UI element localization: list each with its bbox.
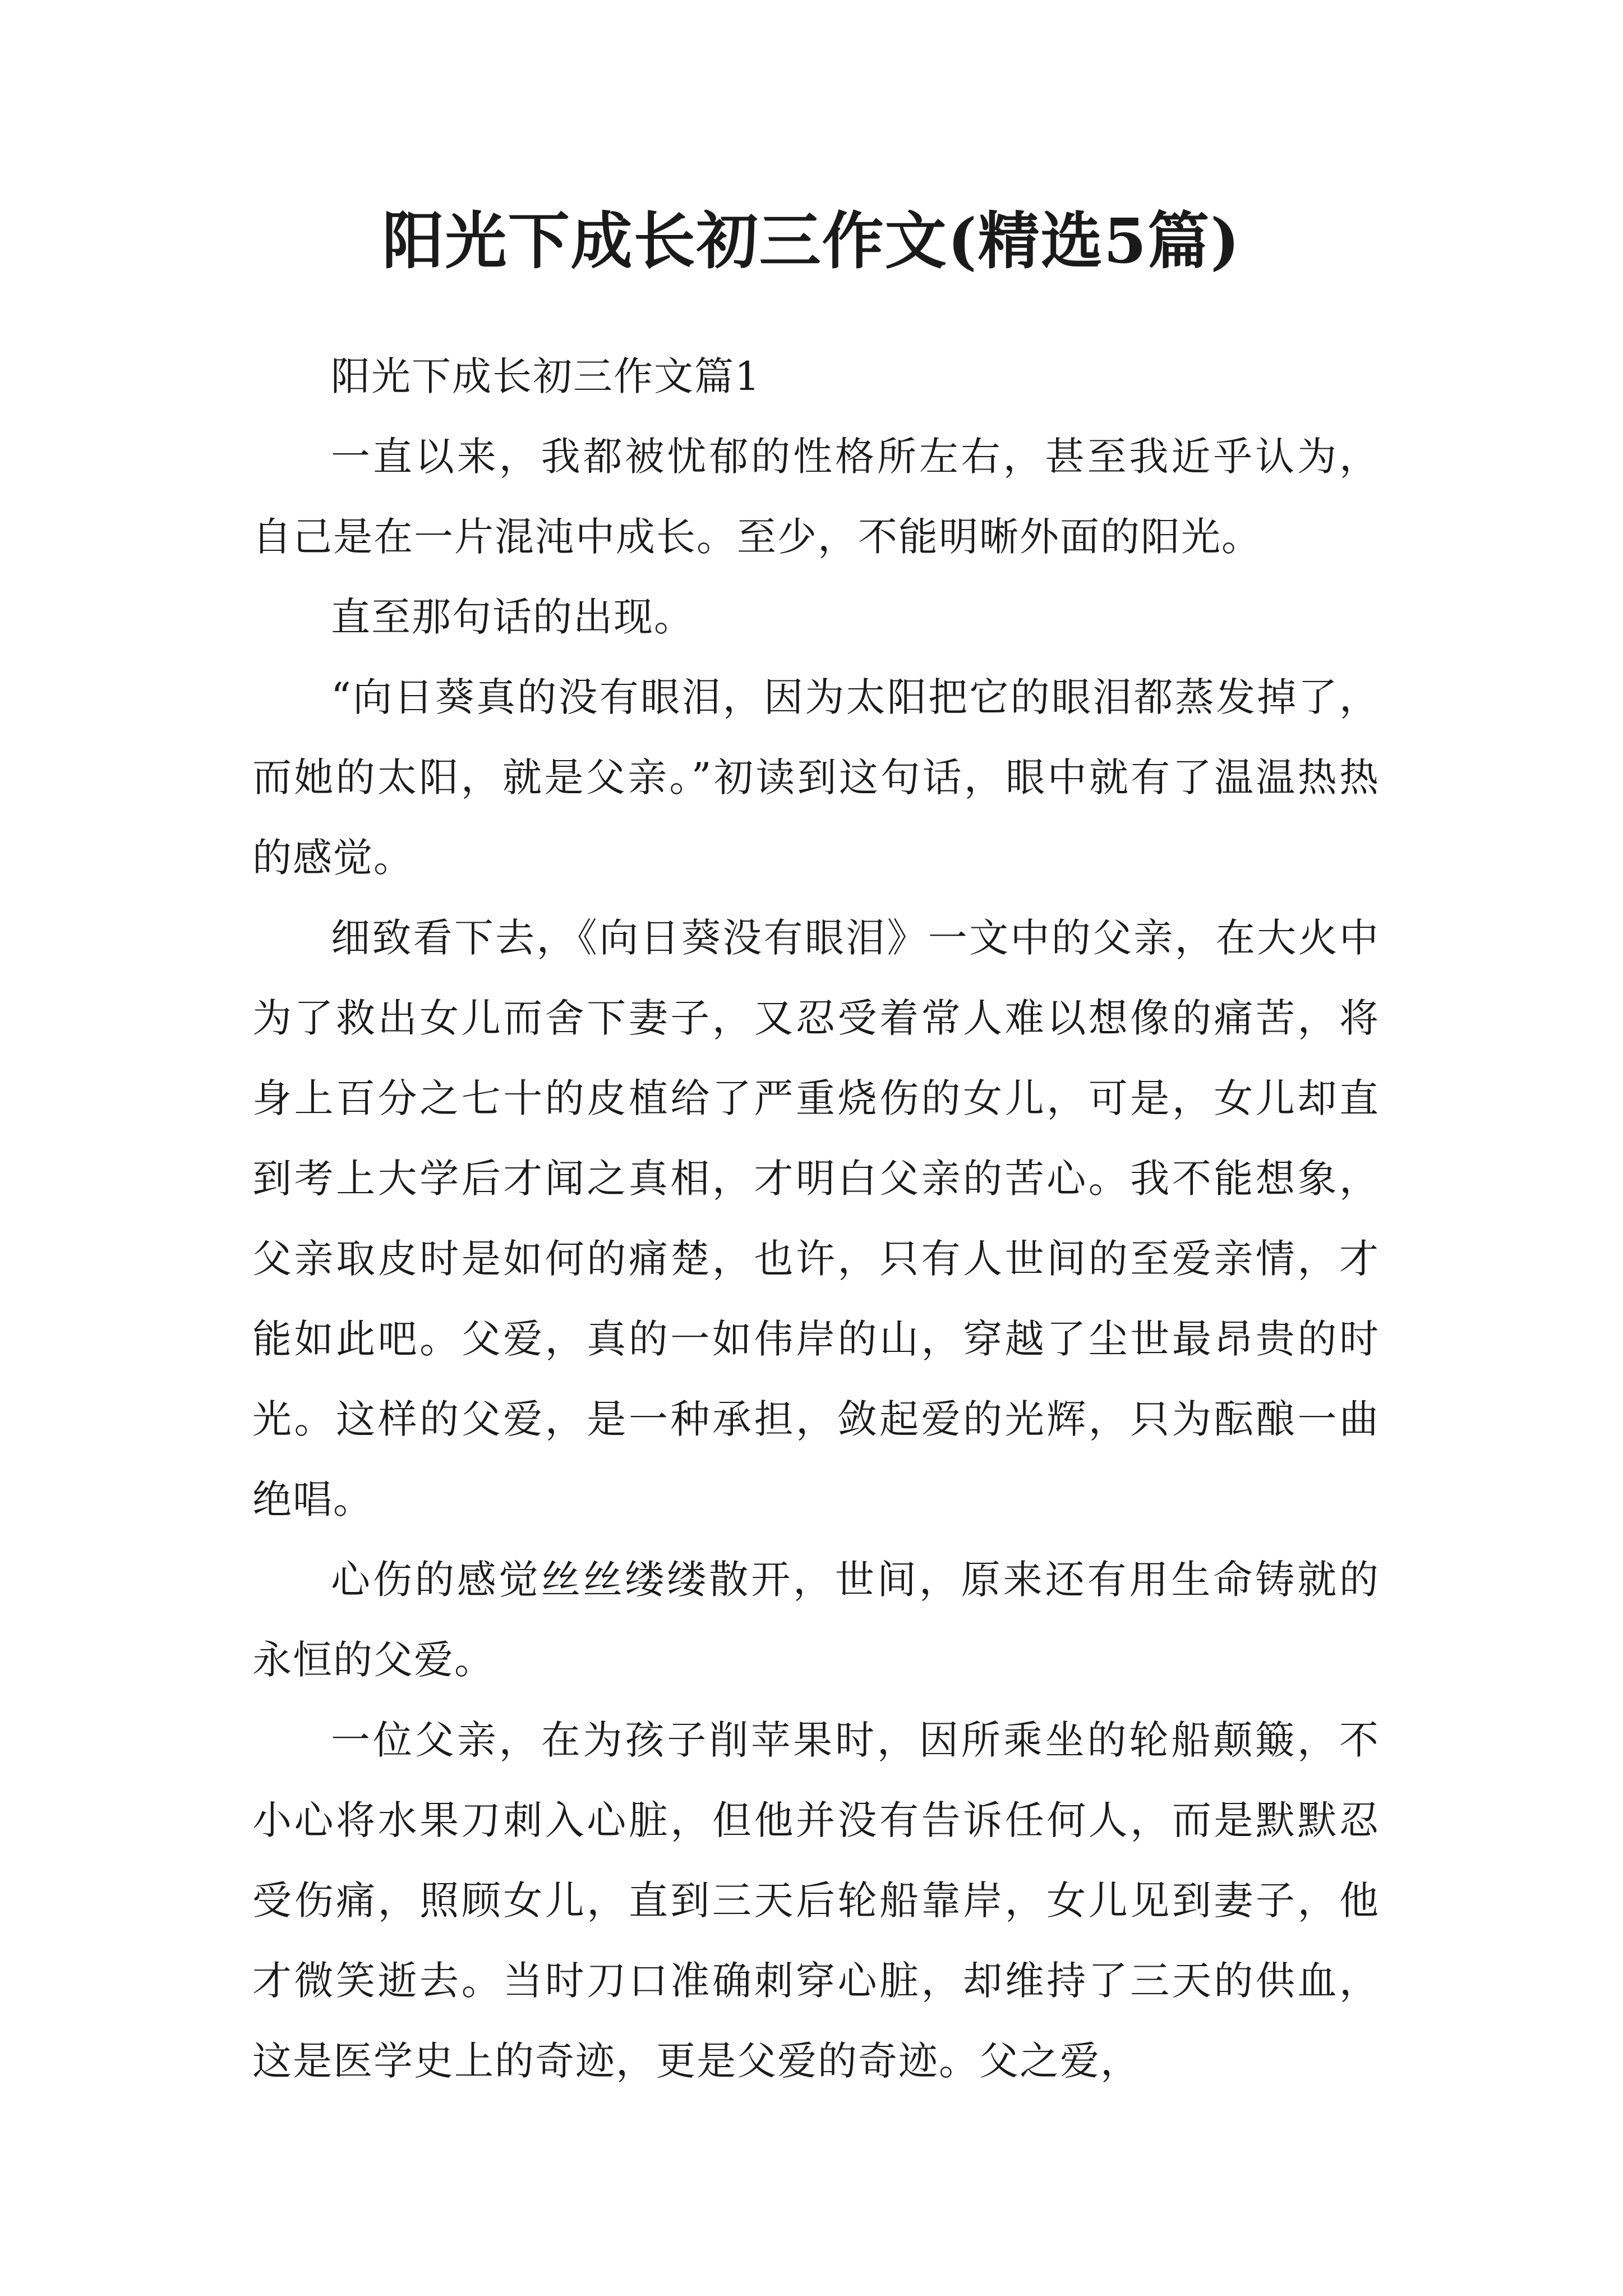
document-title: 阳光下成长初三作文(精选5篇) [382, 205, 1241, 277]
paragraph: 心伤的感觉丝丝缕缕散开，世间，原来还有用生命铸就的永恒的父爱。 [252, 1557, 1380, 1683]
document-body [252, 337, 1380, 2101]
paragraph: 一位父亲，在为孩子削苹果时，因所乘坐的轮船颠簸，不小心将水果刀刺入心脏，但他并没有告诉任何人，而是默默忍受伤痛，照顾女儿，直到三天后轮船靠岸，女儿见到妻子，他才微笑逝去。当时刀口准确刺穿心脏，却维持了三天的供血，这是医学史上的奇迹，更是父爱的奇迹。父之爱， [252, 1717, 1380, 2084]
paragraph: 一直以来，我都被忧郁的性格所左右，甚至我近乎认为，自己是在一片混沌中成长。至少，不能明晰外面的阳光。 [252, 434, 1380, 560]
paragraph: 直至那句话的出现。 [331, 594, 694, 640]
paragraph: “向日葵真的没有眼泪，因为太阳把它的眼泪都蒸发掉了，而她的太阳，就是父亲。”初读到这句话，眼中就有了温温热热的感觉。 [252, 674, 1380, 881]
paragraph: 细致看下去，《向日葵没有眼泪》一文中的父亲，在大火中为了救出女儿而舍下妻子，又忍受着常人难以想像的痛苦，将身上百分之七十的皮植给了严重烧伤的女儿，可是，女儿却直到考上大学后才闻之真相，才明白父亲的苦心。我不能想象，父亲取皮时是如何的痛楚，也许，只有人世间的至爱亲情，才能如此吧。父爱，真的一如伟岸的山，穿越了尘世最昂贵的时光。这样的父爱，是一种承担，敛起爱的光辉，只为酝酿一曲绝唱。 [252, 915, 1380, 1522]
paragraph-section-heading: 阳光下成长初三作文篇1 [331, 353, 761, 399]
